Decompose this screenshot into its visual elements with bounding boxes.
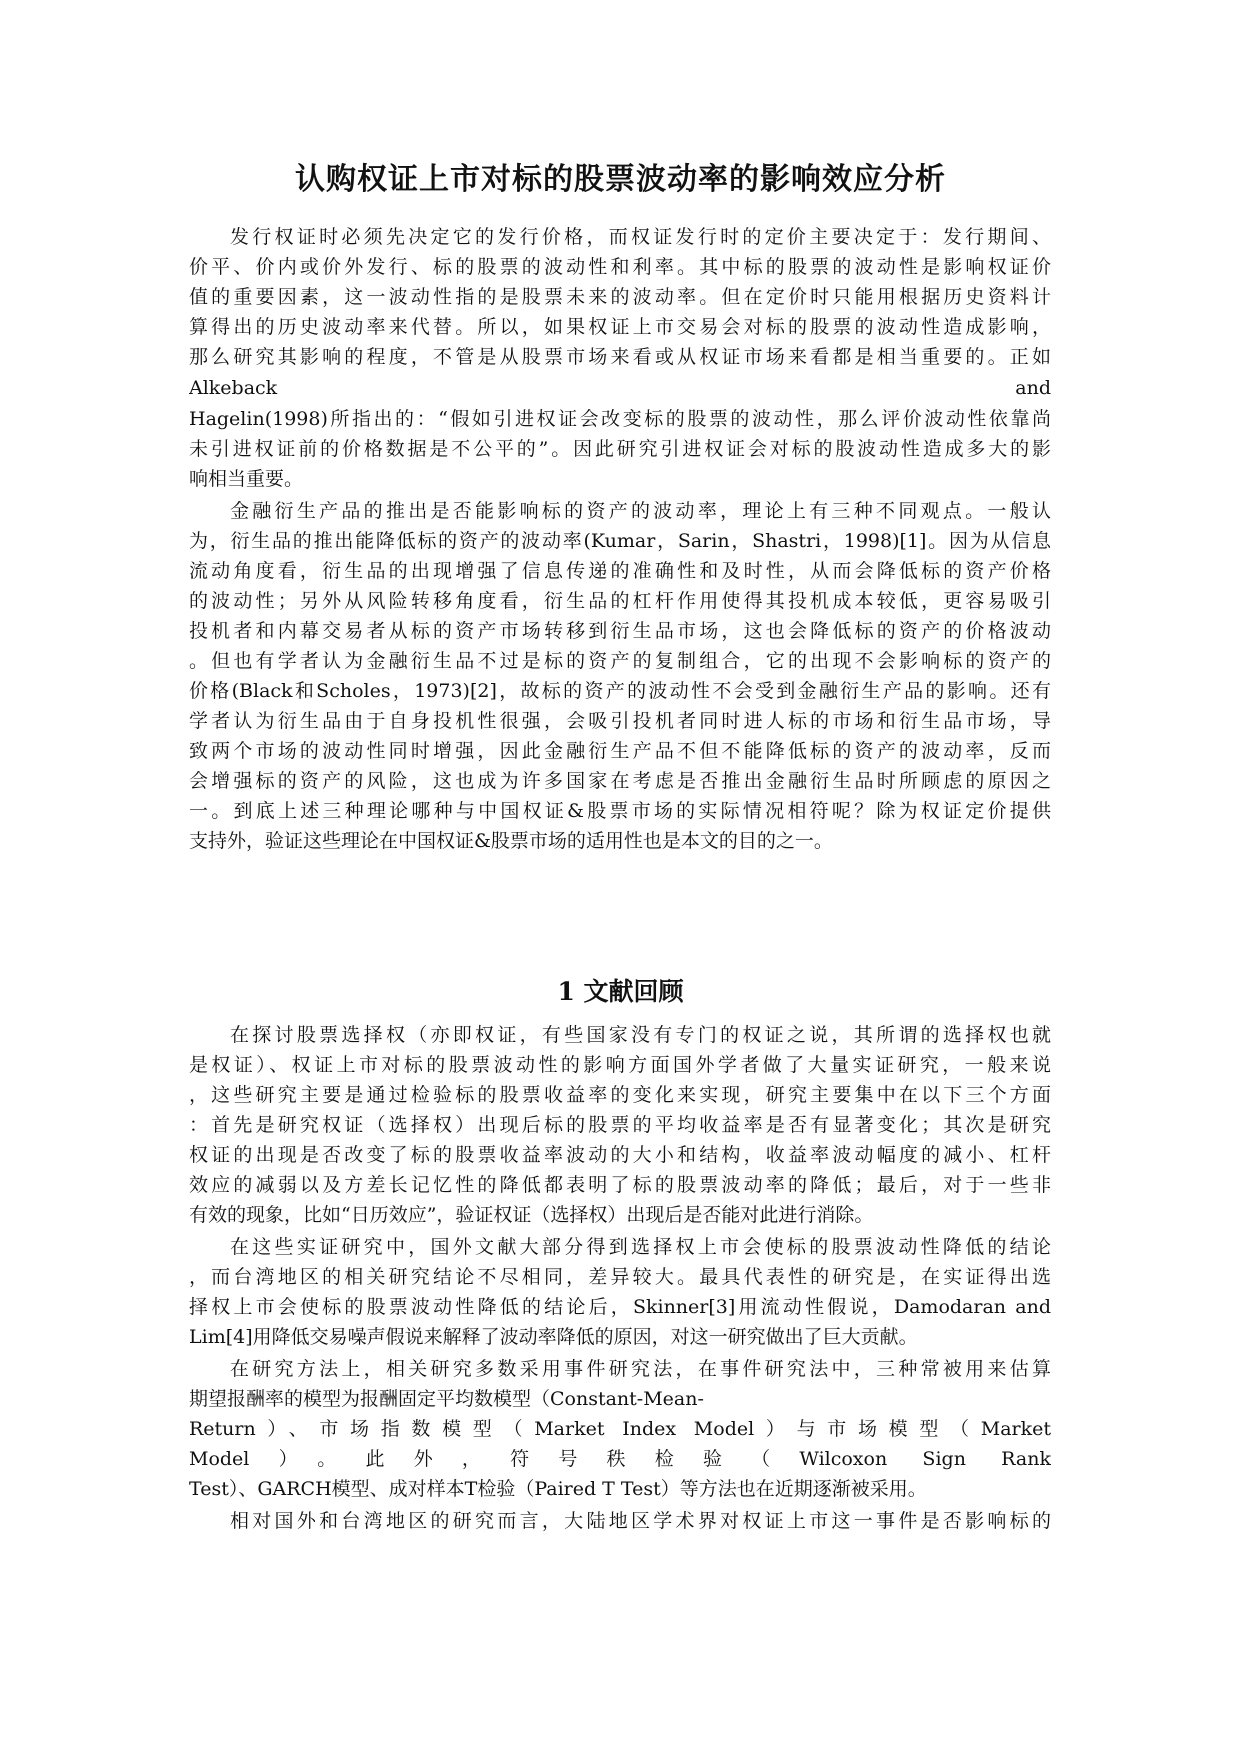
text-line: 效应的减弱以及方差长记忆性的降低都表明了标的股票波动率的降低；最后，对于一些非: [189, 1174, 1051, 1196]
text-line: 那么研究其影响的程度，不管是从股票市场来看或从权证市场来看都是相当重要的。正如: [189, 346, 1051, 368]
text-line-split: [189, 373, 1051, 403]
text-line: 金融衍生产品的推出是否能影响标的资产的波动率，理论上有三种不同观点。一般认: [230, 500, 1051, 522]
text-line: 致两个市场的波动性同时增强，因此金融衍生产品不但不能降低标的资产的波动率，反而: [189, 740, 1051, 762]
text-line: 为，衍生品的推出能降低标的资产的波动率(Kumar，Sarin，Shastri，1998)[1]。因为从信息: [189, 530, 1051, 552]
section-heading: 1 文献回顾: [557, 977, 684, 1006]
text-line: 。但也有学者认为金融衍生品不过是标的资产的复制组合，它的出现不会影响标的资产的: [189, 650, 1051, 672]
text-line: 投机者和内幕交易者从标的资产市场转移到衍生品市场，这也会降低标的资产的价格波动: [189, 620, 1051, 642]
text-line: 学者认为衍生品由于自身投机性很强，会吸引投机者同时进人标的市场和衍生品市场，导: [189, 710, 1051, 732]
text-line: Lim[4]用降低交易噪声假说来解释了波动率降低的原因，对这一研究做出了巨大贡献。: [189, 1326, 918, 1348]
text-line: 有效的现象，比如“日历效应”，验证权证（选择权）出现后是否能对此进行消除。: [189, 1204, 874, 1226]
text-line: 在这些实证研究中，国外文献大部分得到选择权上市会使标的股票波动性降低的结论: [230, 1236, 1051, 1258]
text-line: 发行权证时必须先决定它的发行价格，而权证发行时的定价主要决定于：发行期间、: [230, 226, 1051, 248]
text-line: Model）。此外，符号秩检验（Wilcoxon Sign Rank: [189, 1448, 1051, 1470]
text-line: 的波动性；另外从风险转移角度看，衍生品的杠杆作用使得其投机成本较低，更容易吸引: [189, 590, 1051, 612]
text-line: 流动角度看，衍生品的出现增强了信息传递的准确性和及时性，从而会降低标的资产价格: [189, 560, 1051, 582]
text-line: 期望报酬率的模型为报酬固定平均数模型（Constant-Mean-: [189, 1388, 704, 1410]
text-fragment: and: [1015, 377, 1051, 399]
document-title: 认购权证上市对标的股票波动率的影响效应分析: [295, 162, 946, 197]
text-line: 在研究方法上，相关研究多数采用事件研究法，在事件研究法中，三种常被用来估算: [230, 1358, 1051, 1380]
text-line: 择权上市会使标的股票波动性降低的结论后，Skinner[3]用流动性假说，Damodaran and: [189, 1296, 1051, 1318]
text-line: 权证的出现是否改变了标的股票收益率波动的大小和结构，收益率波动幅度的减小、杠杆: [189, 1144, 1051, 1166]
text-line: ，而台湾地区的相关研究结论不尽相同，差异较大。最具代表性的研究是，在实证得出选: [189, 1266, 1051, 1288]
text-line: Test）、GARCH模型、成对样本T检验（Paired T Test）等方法也在近期逐渐被采用。: [189, 1478, 927, 1500]
text-line: 价平、价内或价外发行、标的股票的波动性和利率。其中标的股票的波动性是影响权证价: [189, 256, 1051, 278]
text-line: Hagelin(1998)所指出的：“假如引进权证会改变标的股票的波动性，那么评价波动性依靠尚: [189, 408, 1051, 430]
text-line: 支持外，验证这些理论在中国权证&股票市场的适用性也是本文的目的之一。: [189, 830, 833, 852]
text-line: 算得出的历史波动率来代替。所以，如果权证上市交易会对标的股票的波动性造成影响，: [189, 316, 1051, 338]
text-line: ：首先是研究权证（选择权）出现后标的股票的平均收益率是否有显著变化；其次是研究: [189, 1114, 1051, 1136]
text-line: 相对国外和台湾地区的研究而言，大陆地区学术界对权证上市这一事件是否影响标的: [230, 1510, 1051, 1532]
text-line: ，这些研究主要是通过检验标的股票收益率的变化来实现，研究主要集中在以下三个方面: [189, 1084, 1051, 1106]
text-line: Return）、市场指数模型（Market Index Model）与市场模型（Market: [189, 1418, 1051, 1440]
text-line: 值的重要因素，这一波动性指的是股票未来的波动率。但在定价时只能用根据历史资料计: [189, 286, 1051, 308]
text-line: 是权证）、权证上市对标的股票波动性的影响方面国外学者做了大量实证研究，一般来说: [189, 1054, 1051, 1076]
text-line: 在探讨股票选择权（亦即权证，有些国家没有专门的权证之说，其所谓的选择权也就: [230, 1024, 1051, 1046]
text-line: 价格(Black和Scholes，1973)[2]，故标的资产的波动性不会受到金融衍生产品的影响。还有: [189, 680, 1051, 702]
text-line: 一。到底上述三种理论哪种与中国权证&股票市场的实际情况相符呢？除为权证定价提供: [189, 800, 1051, 822]
text-fragment: Alkeback: [189, 377, 278, 399]
text-line: 响相当重要。: [189, 468, 304, 490]
text-line: 会增强标的资产的风险，这也成为许多国家在考虑是否推出金融衍生品时所顾虑的原因之: [189, 770, 1051, 792]
text-line: 未引进权证前的价格数据是不公平的”。因此研究引进权证会对标的股波动性造成多大的影: [189, 438, 1051, 460]
